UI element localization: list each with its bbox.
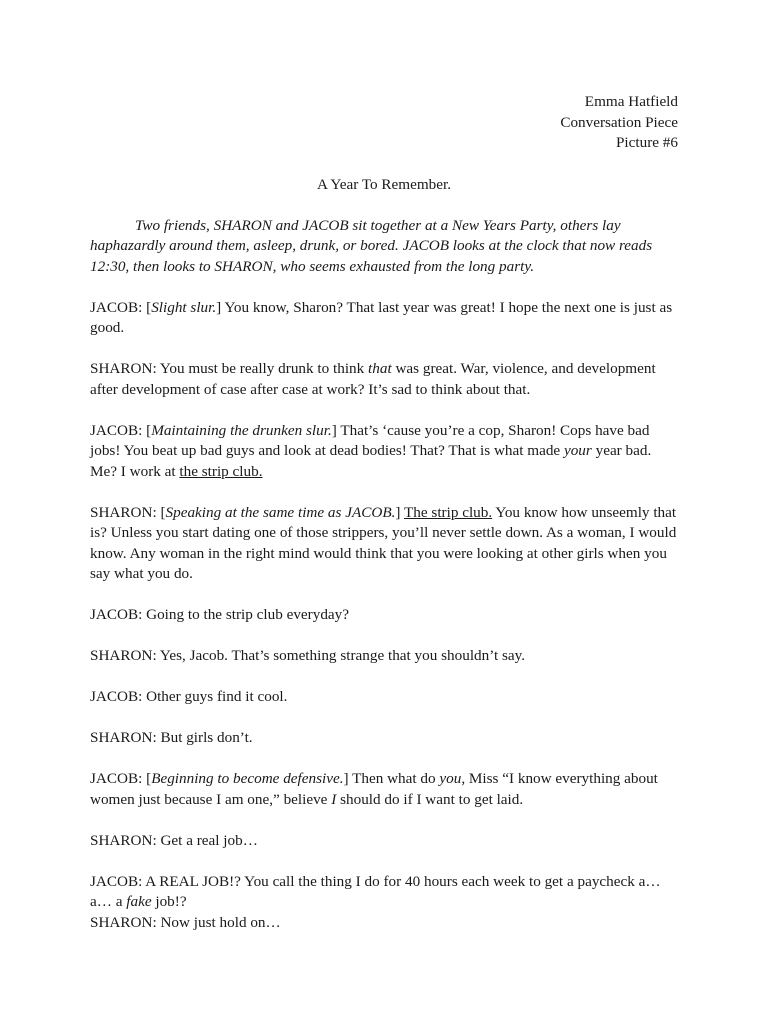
picture-number: Picture #6 xyxy=(615,134,678,151)
dialogue-text: SHARON: You must be really drunk to think xyxy=(90,360,369,377)
action-direction: Speaking at the same time as JACOB. xyxy=(165,503,396,521)
emphasis: you xyxy=(439,770,462,787)
stage-direction: Two friends, SHARON and JACOB sit together at a New Years Party, others lay haphazardly around them, asleep, drunk, or bored. JACOB looks at the clock that now reads 12:30, then looks to SHARON, who seems exhausted from the long party. xyxy=(90,216,653,275)
header-block xyxy=(90,92,678,154)
emphasis: your xyxy=(563,442,592,459)
dialogue-line xyxy=(90,421,678,483)
dialogue-line: JACOB: Other guys find it cool. xyxy=(90,688,288,705)
dialogue-line xyxy=(90,872,678,913)
course-name: Conversation Piece xyxy=(560,113,678,131)
dialogue-text: , Miss “I know everything about women just because I am one,” believe xyxy=(90,770,658,808)
dialogue-line: SHARON: But girls don’t. xyxy=(90,729,253,746)
dialogue-line: SHARON: Now just hold on… xyxy=(90,913,281,931)
dialogue-line: SHARON: Get a real job… xyxy=(90,831,258,849)
speaker: JACOB: [ xyxy=(90,298,152,316)
dialogue-text: should do if I want to get laid. xyxy=(336,790,524,808)
action-direction: Beginning to become defensive. xyxy=(151,770,344,787)
dialogue-text: ] Then what do xyxy=(343,770,440,787)
dialogue-text: JACOB: A REAL JOB!? You call the thing I do for 40 hours each week to get a paycheck a… a… a xyxy=(90,872,661,910)
dialogue-line xyxy=(90,503,678,585)
dialogue-text: job!? xyxy=(151,893,187,910)
dialogue-line xyxy=(90,359,678,400)
dialogue-text: You know how unseemly that is? Unless you start dating one of those strippers, you’ll never settle down. As a woman, I would know. Any woman in the right mind would think that you were looking at other girls when you say what you do. xyxy=(90,503,677,582)
script-title: A Year To Remember. xyxy=(316,175,452,193)
dialogue-text: ] That’s ‘cause you’re a cop, Sharon! Cops have bad jobs! You beat up bad guys and look at dead bodies! That? That is what made xyxy=(90,421,650,459)
action-direction: Slight slur. xyxy=(151,298,217,316)
underlined-text: The strip club. xyxy=(404,503,493,521)
dialogue-text: ] You know, Sharon? That last year was great! I hope the next one is just as good. xyxy=(90,298,673,336)
speaker: JACOB: [ xyxy=(90,770,152,787)
dialogue-line xyxy=(90,298,678,339)
dialogue-text: year bad. Me? I work at xyxy=(90,442,652,480)
speaker: JACOB: [ xyxy=(90,421,152,439)
dialogue-line: JACOB: Going to the strip club everyday? xyxy=(90,606,349,623)
emphasis: I xyxy=(331,790,337,808)
dialogue-line: SHARON: Yes, Jacob. That’s something strange that you shouldn’t say. xyxy=(90,647,526,664)
emphasis: that xyxy=(368,360,392,377)
author-name: Emma Hatfield xyxy=(584,93,678,110)
dialogue-text: was great. War, violence, and development after development of case after case at work? It’s sad to think about that. xyxy=(90,360,656,398)
dialogue-line xyxy=(90,769,678,810)
underlined-text: the strip club. xyxy=(179,462,263,480)
dialogue-text: ] xyxy=(395,503,404,521)
action-direction: Maintaining the drunken slur. xyxy=(151,421,332,439)
emphasis: fake xyxy=(126,893,152,910)
speaker: SHARON: [ xyxy=(90,503,166,521)
document-page xyxy=(90,92,678,933)
